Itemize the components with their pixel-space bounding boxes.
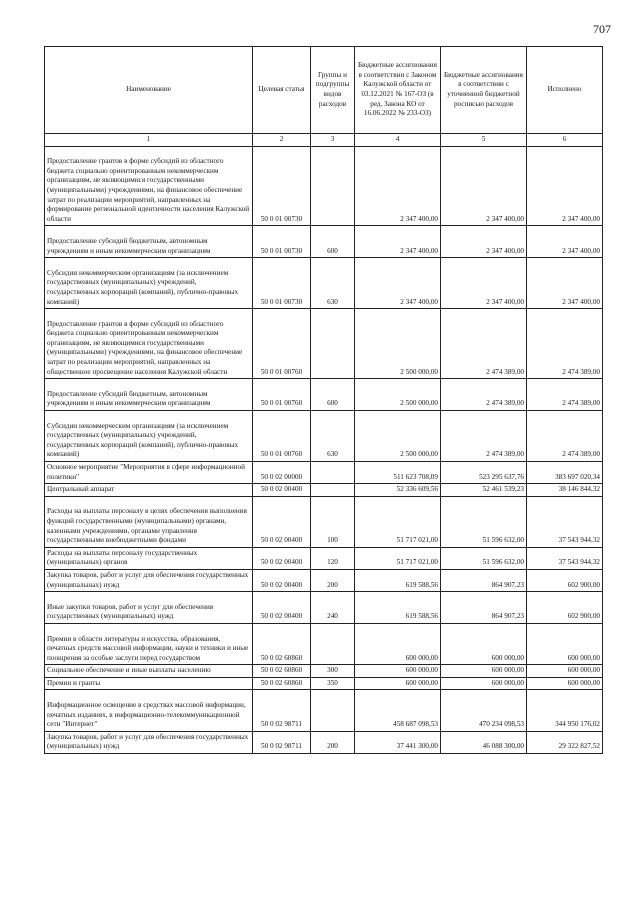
cell-spacer <box>47 498 250 508</box>
row-executed-cell-text: 37 543 944,32 <box>558 536 600 545</box>
row-revised-cell <box>441 496 527 547</box>
row-revised-cell-text: 600 000,00 <box>491 666 524 675</box>
row-approved-cell-text: 51 717 021,00 <box>396 536 438 545</box>
cell-spacer <box>47 593 250 603</box>
row-approved-cell <box>355 258 441 309</box>
column-number: 2 <box>253 134 311 147</box>
row-approved-cell-text: 600 000,00 <box>405 653 438 662</box>
row-approved-cell <box>355 226 441 258</box>
row-group-cell-text: 630 <box>327 450 338 459</box>
row-revised-cell-text: 864 907,23 <box>491 580 524 589</box>
row-approved-cell-text: 2 500 000,00 <box>400 367 438 376</box>
row-revised-cell-text: 2 347 400,00 <box>486 246 524 255</box>
row-code-cell <box>253 411 311 462</box>
row-approved-cell-text: 600 000,00 <box>405 666 438 675</box>
cell-spacer <box>47 310 250 320</box>
table-row <box>45 226 603 258</box>
row-code-cell-text: 50 0 01 00730 <box>260 214 303 223</box>
row-approved-cell <box>355 496 441 547</box>
row-executed-cell <box>527 146 603 226</box>
row-revised-cell-text: 600 000,00 <box>491 678 524 687</box>
row-group-cell <box>311 569 355 591</box>
row-group-cell <box>311 731 355 753</box>
row-revised-cell <box>441 462 527 484</box>
row-group-cell-text: 100 <box>327 536 338 545</box>
row-name-cell <box>45 569 253 591</box>
row-code-cell <box>253 496 311 547</box>
row-code-cell-text: 50 0 02 00400 <box>260 536 303 545</box>
table-row <box>45 677 603 690</box>
row-approved-cell <box>355 569 441 591</box>
table-row <box>45 484 603 497</box>
row-name-cell <box>45 592 253 624</box>
row-approved-cell <box>355 411 441 462</box>
row-group-cell <box>311 379 355 411</box>
row-group-cell <box>311 462 355 484</box>
row-code-cell <box>253 258 311 309</box>
row-revised-cell-text: 523 295 637,76 <box>479 472 524 481</box>
row-executed-cell <box>527 690 603 731</box>
row-executed-cell-text: 600 000,00 <box>567 666 600 675</box>
row-revised-cell <box>441 309 527 379</box>
row-name-cell <box>45 484 253 497</box>
row-name-cell <box>45 379 253 411</box>
row-group-cell <box>311 411 355 462</box>
column-number: 4 <box>355 134 441 147</box>
row-code-cell <box>253 379 311 411</box>
row-executed-cell <box>527 484 603 497</box>
row-group-cell-text: 120 <box>327 558 338 567</box>
row-code-cell-text: 50 0 02 00000 <box>260 472 303 481</box>
row-executed-cell <box>527 592 603 624</box>
cell-spacer <box>47 380 250 390</box>
row-name-cell <box>45 690 253 731</box>
row-executed-cell <box>527 665 603 678</box>
row-group-cell <box>311 677 355 690</box>
row-name-cell <box>45 665 253 678</box>
col-header-revised: Бюджетные ассигнования в соответствии с уточненной бюджетной росписью расходов <box>441 47 527 134</box>
row-executed-cell <box>527 411 603 462</box>
row-code-cell <box>253 547 311 569</box>
row-revised-cell-text: 2 474 389,00 <box>486 399 524 408</box>
page-number: 707 <box>593 22 611 36</box>
row-approved-cell-text: 37 441 300,00 <box>396 742 438 751</box>
row-code-cell <box>253 226 311 258</box>
row-name-cell-text: Субсидии некоммерческим организациям (за исключением государственных (муниципальных) учреждений, государственных корпораций (компаний), публично-правовых компаний) <box>47 268 239 306</box>
row-code-cell <box>253 309 311 379</box>
row-code-cell <box>253 690 311 731</box>
row-approved-cell <box>355 677 441 690</box>
row-executed-cell <box>527 569 603 591</box>
row-revised-cell <box>441 690 527 731</box>
budget-table <box>44 46 603 754</box>
row-revised-cell <box>441 258 527 309</box>
cell-spacer <box>47 625 250 635</box>
column-number: 1 <box>45 134 253 147</box>
row-code-cell-text: 50 0 01 00760 <box>260 367 303 376</box>
row-group-cell-text: 200 <box>327 742 338 751</box>
row-code-cell <box>253 677 311 690</box>
row-executed-cell-text: 37 543 944,32 <box>558 558 600 567</box>
row-code-cell <box>253 623 311 664</box>
row-approved-cell-text: 2 347 400,00 <box>400 246 438 255</box>
row-revised-cell <box>441 226 527 258</box>
table-row <box>45 623 603 664</box>
row-revised-cell <box>441 411 527 462</box>
col-header-approved: Бюджетные ассигнования в соответствии с Законом Калужской области от 03.12.2021 № 167-ОЗ (в ред. Закона КО от 16.06.2022 № 233-ОЗ) <box>355 47 441 134</box>
col-header-name: Наименование <box>45 47 253 134</box>
row-revised-cell-text: 2 347 400,00 <box>486 214 524 223</box>
row-executed-cell <box>527 547 603 569</box>
row-executed-cell <box>527 623 603 664</box>
row-group-cell <box>311 484 355 497</box>
row-approved-cell <box>355 379 441 411</box>
row-approved-cell-text: 511 623 708,09 <box>393 472 438 481</box>
column-number: 3 <box>311 134 355 147</box>
row-group-cell-text: 600 <box>327 399 338 408</box>
row-name-cell <box>45 258 253 309</box>
table-body <box>45 146 603 753</box>
row-group-cell <box>311 146 355 226</box>
row-executed-cell <box>527 731 603 753</box>
row-name-cell-text: Закупка товаров, работ и услуг для обеспечения государственных (муниципальных) нужд <box>47 570 249 589</box>
row-name-cell <box>45 731 253 753</box>
row-executed-cell <box>527 677 603 690</box>
row-executed-cell <box>527 309 603 379</box>
row-name-cell <box>45 309 253 379</box>
row-approved-cell-text: 51 717 021,00 <box>396 558 438 567</box>
row-name-cell-text: Закупка товаров, работ и услуг для обеспечения государственных (муниципальных) нужд <box>47 732 249 751</box>
row-group-cell-text: 300 <box>327 666 338 675</box>
row-name-cell-text: Премии и гранты <box>47 678 101 687</box>
table-row <box>45 547 603 569</box>
row-approved-cell-text: 619 588,56 <box>405 580 438 589</box>
row-name-cell-text: Расходы на выплаты персоналу в целях обеспечения выполнения функций государственными (муниципальными) органами, казенными учреждениями, органами управления государственными внебюджетными фондами <box>47 507 247 545</box>
row-approved-cell <box>355 484 441 497</box>
row-group-cell <box>311 258 355 309</box>
row-group-cell-text: 350 <box>327 678 338 687</box>
row-name-cell <box>45 677 253 690</box>
cell-spacer <box>47 691 250 701</box>
row-name-cell-text: Центральный аппарат <box>47 485 115 494</box>
column-number: 6 <box>527 134 603 147</box>
row-executed-cell-text: 602 900,00 <box>567 580 600 589</box>
row-approved-cell <box>355 623 441 664</box>
row-approved-cell <box>355 146 441 226</box>
row-revised-cell-text: 2 347 400,00 <box>486 297 524 306</box>
row-name-cell-text: Предоставление субсидий бюджетным, автономным учреждениям и иным некоммерческим организациям <box>47 236 211 255</box>
row-approved-cell <box>355 547 441 569</box>
column-number: 5 <box>441 134 527 147</box>
row-group-cell <box>311 623 355 664</box>
row-executed-cell <box>527 496 603 547</box>
row-code-cell-text: 50 0 01 00730 <box>260 297 303 306</box>
row-code-cell-text: 50 0 01 00760 <box>260 399 303 408</box>
row-group-cell <box>311 665 355 678</box>
row-name-cell <box>45 146 253 226</box>
row-code-cell-text: 50 0 02 00400 <box>260 485 303 494</box>
row-name-cell <box>45 496 253 547</box>
row-code-cell-text: 50 0 01 00730 <box>260 246 303 255</box>
row-executed-cell-text: 2 474 389,00 <box>562 450 600 459</box>
row-approved-cell-text: 458 687 098,53 <box>393 720 438 729</box>
table-row <box>45 665 603 678</box>
row-revised-cell <box>441 547 527 569</box>
row-revised-cell <box>441 677 527 690</box>
table-row <box>45 411 603 462</box>
row-code-cell-text: 50 0 02 98711 <box>260 742 303 751</box>
row-executed-cell-text: 2 474 389,00 <box>562 367 600 376</box>
row-revised-cell <box>441 484 527 497</box>
header-row <box>45 47 603 134</box>
row-approved-cell-text: 600 000,00 <box>405 678 438 687</box>
row-approved-cell <box>355 309 441 379</box>
table-row <box>45 731 603 753</box>
row-group-cell-text: 240 <box>327 612 338 621</box>
row-executed-cell-text: 600 000,00 <box>567 678 600 687</box>
row-group-cell-text: 200 <box>327 580 338 589</box>
row-revised-cell-text: 2 474 389,00 <box>486 367 524 376</box>
row-revised-cell-text: 600 000,00 <box>491 653 524 662</box>
row-revised-cell-text: 52 461 539,23 <box>482 485 524 494</box>
row-name-cell <box>45 462 253 484</box>
row-executed-cell-text: 2 347 400,00 <box>562 297 600 306</box>
row-name-cell <box>45 623 253 664</box>
table-row <box>45 462 603 484</box>
row-name-cell-text: Информационное освещение в средствах массовой информации, печатных изданиях, в информационно-телекоммуникационной сети "Интернет" <box>47 701 246 729</box>
row-revised-cell <box>441 731 527 753</box>
row-executed-cell-text: 602 900,00 <box>567 612 600 621</box>
row-approved-cell <box>355 592 441 624</box>
row-revised-cell <box>441 569 527 591</box>
row-executed-cell-text: 2 347 400,00 <box>562 214 600 223</box>
row-executed-cell-text: 600 000,00 <box>567 653 600 662</box>
row-code-cell-text: 50 0 02 60860 <box>260 678 303 687</box>
row-group-cell <box>311 592 355 624</box>
table-row <box>45 146 603 226</box>
row-approved-cell-text: 2 500 000,00 <box>400 450 438 459</box>
row-group-cell <box>311 309 355 379</box>
row-revised-cell <box>441 592 527 624</box>
row-executed-cell-text: 344 950 176,02 <box>555 720 600 729</box>
row-code-cell <box>253 462 311 484</box>
col-header-group: Группы и подгруппы видов расходов <box>311 47 355 134</box>
row-executed-cell <box>527 226 603 258</box>
table-row <box>45 690 603 731</box>
row-code-cell-text: 50 0 02 98711 <box>260 720 303 729</box>
row-revised-cell <box>441 665 527 678</box>
row-approved-cell <box>355 462 441 484</box>
row-code-cell-text: 50 0 02 00400 <box>260 580 303 589</box>
row-executed-cell <box>527 462 603 484</box>
row-name-cell-text: Основное мероприятие "Мероприятия в сфере информационной политики" <box>47 463 245 481</box>
row-group-cell-text: 630 <box>327 297 338 306</box>
row-revised-cell <box>441 623 527 664</box>
row-approved-cell <box>355 665 441 678</box>
row-approved-cell-text: 2 347 400,00 <box>400 297 438 306</box>
row-approved-cell-text: 52 336 609,56 <box>396 485 438 494</box>
row-revised-cell <box>441 379 527 411</box>
row-name-cell-text: Предоставление грантов в форме субсидий из областного бюджета социально ориентированным некоммерческим организациям, не являющимися государственными (муниципальными) учреждениями, на финансовое обеспечение затрат по реализации мероприятий, направленных на формирование региональной идентичности населения Калужской области <box>47 157 250 223</box>
row-revised-cell-text: 46 088 300,00 <box>482 742 524 751</box>
row-code-cell <box>253 731 311 753</box>
table-row <box>45 496 603 547</box>
row-group-cell <box>311 226 355 258</box>
row-code-cell-text: 50 0 02 60860 <box>260 653 303 662</box>
row-approved-cell-text: 2 347 400,00 <box>400 214 438 223</box>
row-code-cell <box>253 665 311 678</box>
row-group-cell <box>311 690 355 731</box>
row-code-cell-text: 50 0 01 00760 <box>260 450 303 459</box>
row-executed-cell <box>527 379 603 411</box>
row-executed-cell-text: 2 474 389,00 <box>562 399 600 408</box>
row-approved-cell-text: 619 588,56 <box>405 612 438 621</box>
row-code-cell-text: 50 0 02 00400 <box>260 558 303 567</box>
col-header-executed: Исполнено <box>527 47 603 134</box>
row-revised-cell-text: 2 474 389,00 <box>486 450 524 459</box>
row-code-cell-text: 50 0 02 00400 <box>260 612 303 621</box>
table-row <box>45 569 603 591</box>
row-name-cell-text: Субсидии некоммерческим организациям (за исключением государственных (муниципальных) учреждений, государственных корпораций (компаний), публично-правовых компаний) <box>47 421 239 459</box>
row-code-cell <box>253 484 311 497</box>
cell-spacer <box>47 412 250 422</box>
row-name-cell-text: Предоставление грантов в форме субсидий из областного бюджета социально ориентированным некоммерческим организациям, не являющимися государственными (муниципальными) учреждениями, на финансовое обеспечение затрат по реализации мероприятий, направленных на общественное просвещение населения Калужской области <box>47 319 243 376</box>
row-revised-cell <box>441 146 527 226</box>
row-name-cell-text: Премии в области литературы и искусства, образования, печатных средств массовой информации, науки и техники и иные поощрения за особые заслуги перед государством <box>47 634 249 662</box>
column-number-row <box>45 134 603 147</box>
cell-spacer <box>47 227 250 237</box>
row-approved-cell <box>355 690 441 731</box>
row-code-cell <box>253 146 311 226</box>
row-executed-cell-text: 29 322 827,52 <box>558 742 600 751</box>
table-row <box>45 309 603 379</box>
row-revised-cell-text: 51 596 632,00 <box>482 558 524 567</box>
table-row <box>45 592 603 624</box>
row-name-cell-text: Расходы на выплаты персоналу государственных (муниципальных) органов <box>47 548 198 567</box>
row-executed-cell-text: 2 347 400,00 <box>562 246 600 255</box>
table-row <box>45 379 603 411</box>
row-name-cell <box>45 411 253 462</box>
row-executed-cell <box>527 258 603 309</box>
row-name-cell <box>45 226 253 258</box>
row-approved-cell-text: 2 500 000,00 <box>400 399 438 408</box>
row-revised-cell-text: 470 234 098,53 <box>479 720 524 729</box>
row-group-cell-text: 600 <box>327 246 338 255</box>
row-approved-cell <box>355 731 441 753</box>
row-name-cell-text: Предоставление субсидий бюджетным, автономным учреждениям и иным некоммерческим организациям <box>47 389 211 408</box>
row-group-cell <box>311 547 355 569</box>
row-name-cell <box>45 547 253 569</box>
cell-spacer <box>47 148 250 158</box>
row-code-cell <box>253 592 311 624</box>
row-name-cell-text: Социальное обеспечение и иные выплаты населению <box>47 666 211 675</box>
col-header-code: Целевая статья <box>253 47 311 134</box>
table-row <box>45 258 603 309</box>
row-code-cell <box>253 569 311 591</box>
row-revised-cell-text: 864 907,23 <box>491 612 524 621</box>
row-code-cell-text: 50 0 02 60860 <box>260 666 303 675</box>
row-executed-cell-text: 383 697 020,34 <box>555 472 600 481</box>
row-revised-cell-text: 51 596 632,00 <box>482 536 524 545</box>
row-name-cell-text: Иные закупки товаров, работ и услуг для обеспечения государственных (муниципальных) нужд <box>47 602 214 621</box>
cell-spacer <box>47 259 250 269</box>
row-executed-cell-text: 38 146 844,32 <box>558 485 600 494</box>
row-group-cell <box>311 496 355 547</box>
